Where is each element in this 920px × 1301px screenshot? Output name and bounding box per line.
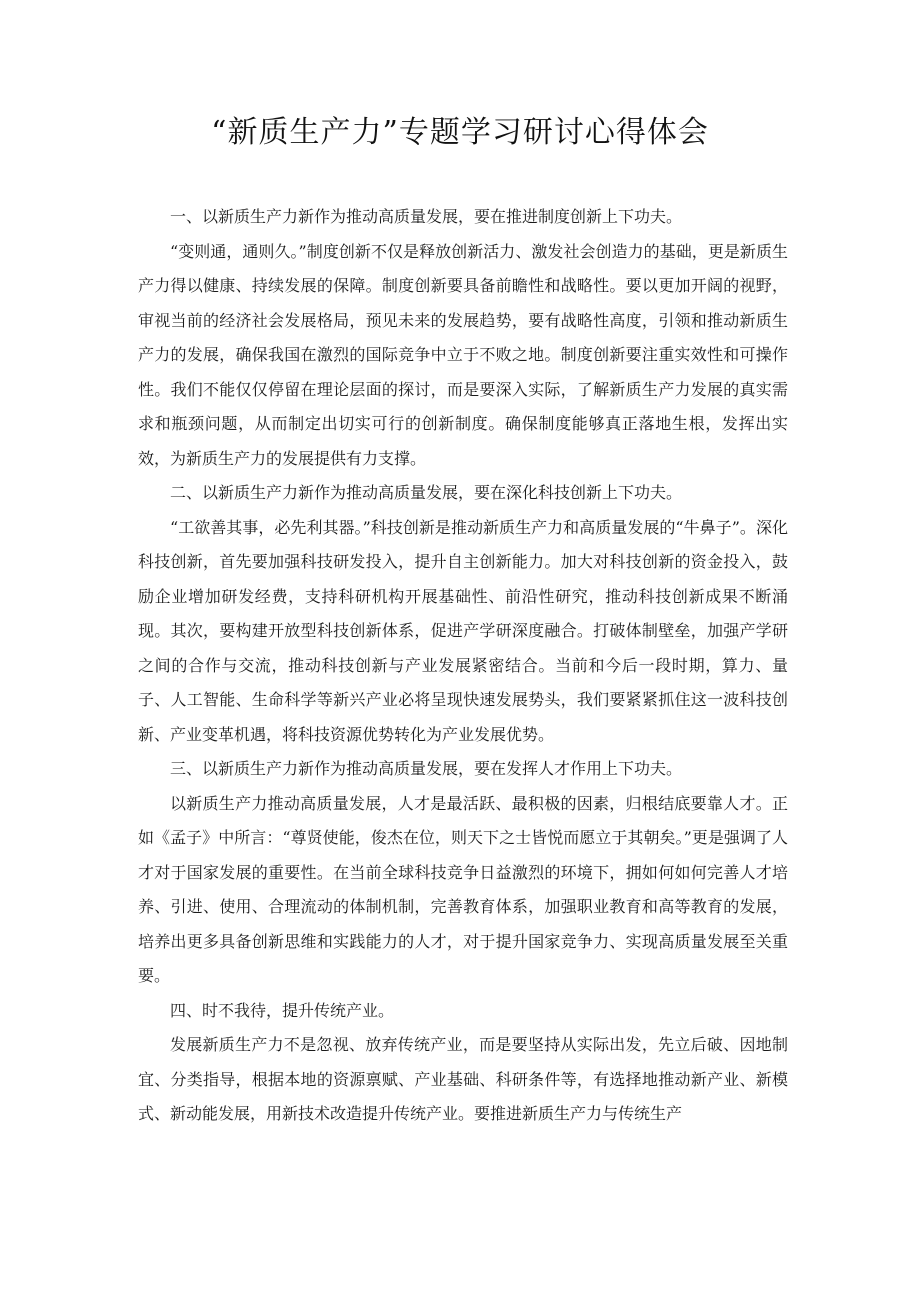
section-heading-4: 四、时不我待，提升传统产业。 [170,1000,395,1020]
paragraph-talent: 以新质生产力推动高质量发展，人才是最活跃、最积极的因素，归根结底要靠人才。正如《孟子》中所言：“尊贤使能，俊杰在位，则天下之士皆悦而愿立于其朝矣。”更是强调了人才对于国家发展的重要性。在当前全球科技竞争日益激烈的环境下，拥如何如何完善人才培养、引进、使用、合理流动的体制机制，完善教育体系，加强职业教育和高等教育的发展，培养出更多具备创新思维和实践能力的人才，对于提升国家竞争力、实现高质量发展至关重要。 [138,793,788,985]
document-body [138,200,788,1132]
document-title: “新质生产力”专题学习研讨心得体会 [211,115,709,150]
section-heading-2: 二、以新质生产力新作为推动高质量发展，要在深化科技创新上下功夫。 [170,483,683,502]
paragraph-traditional-industry: 发展新质生产力不是忽视、放弃传统产业，而是要坚持从实际出发，先立后破、因地制宜、分类指导，根据本地的资源禀赋、产业基础、科研条件等，有选择地推动新产业、新模式、新动能发展，用新技术改造提升传统产业。要推进新质生产力与传统生产 [138,1035,788,1123]
paragraph-technology-innovation: “工欲善其事，必先利其器。”科技创新是推动新质生产力和高质量发展的“牛鼻子”。深化科技创新，首先要加强科技研发投入，提升自主创新能力。加大对科技创新的资金投入，鼓励企业增加研发经费，支持科研机构开展基础性、前沿性研究，推动科技创新成果不断涌现。其次，要构建开放型科技创新体系，促进产学研深度融合。打破体制壁垒，加强产学研之间的合作与交流，推动科技创新与产业发展紧密结合。当前和今后一段时期，算力、量子、人工智能、生命科学等新兴产业必将呈现快速发展势头，我们要紧紧抓住这一波科技创新、产业变革机遇，将科技资源优势转化为产业发展优势。 [138,517,788,744]
paragraph-institutional-innovation: “变则通，通则久。”制度创新不仅是释放创新活力、激发社会创造力的基础，更是新质生产力得以健康、持续发展的保障。制度创新要具备前瞻性和战略性。要以更加开阔的视野，审视当前的经济社会发展格局，预见未来的发展趋势，要有战略性高度，引领和推动新质生产力的发展，确保我国在激烈的国际竞争中立于不败之地。制度创新要注重实效性和可操作性。我们不能仅仅停留在理论层面的探讨，而是要深入实际，了解新质生产力发展的真实需求和瓶颈问题，从而制定出切实可行的创新制度。确保制度能够真正落地生根，发挥出实效，为新质生产力的发展提供有力支撑。 [138,241,788,468]
section-heading-1: 一、以新质生产力新作为推动高质量发展，要在推进制度创新上下功夫。 [170,207,683,226]
section-heading-3: 三、以新质生产力新作为推动高质量发展，要在发挥人才作用上下功夫。 [170,759,683,778]
